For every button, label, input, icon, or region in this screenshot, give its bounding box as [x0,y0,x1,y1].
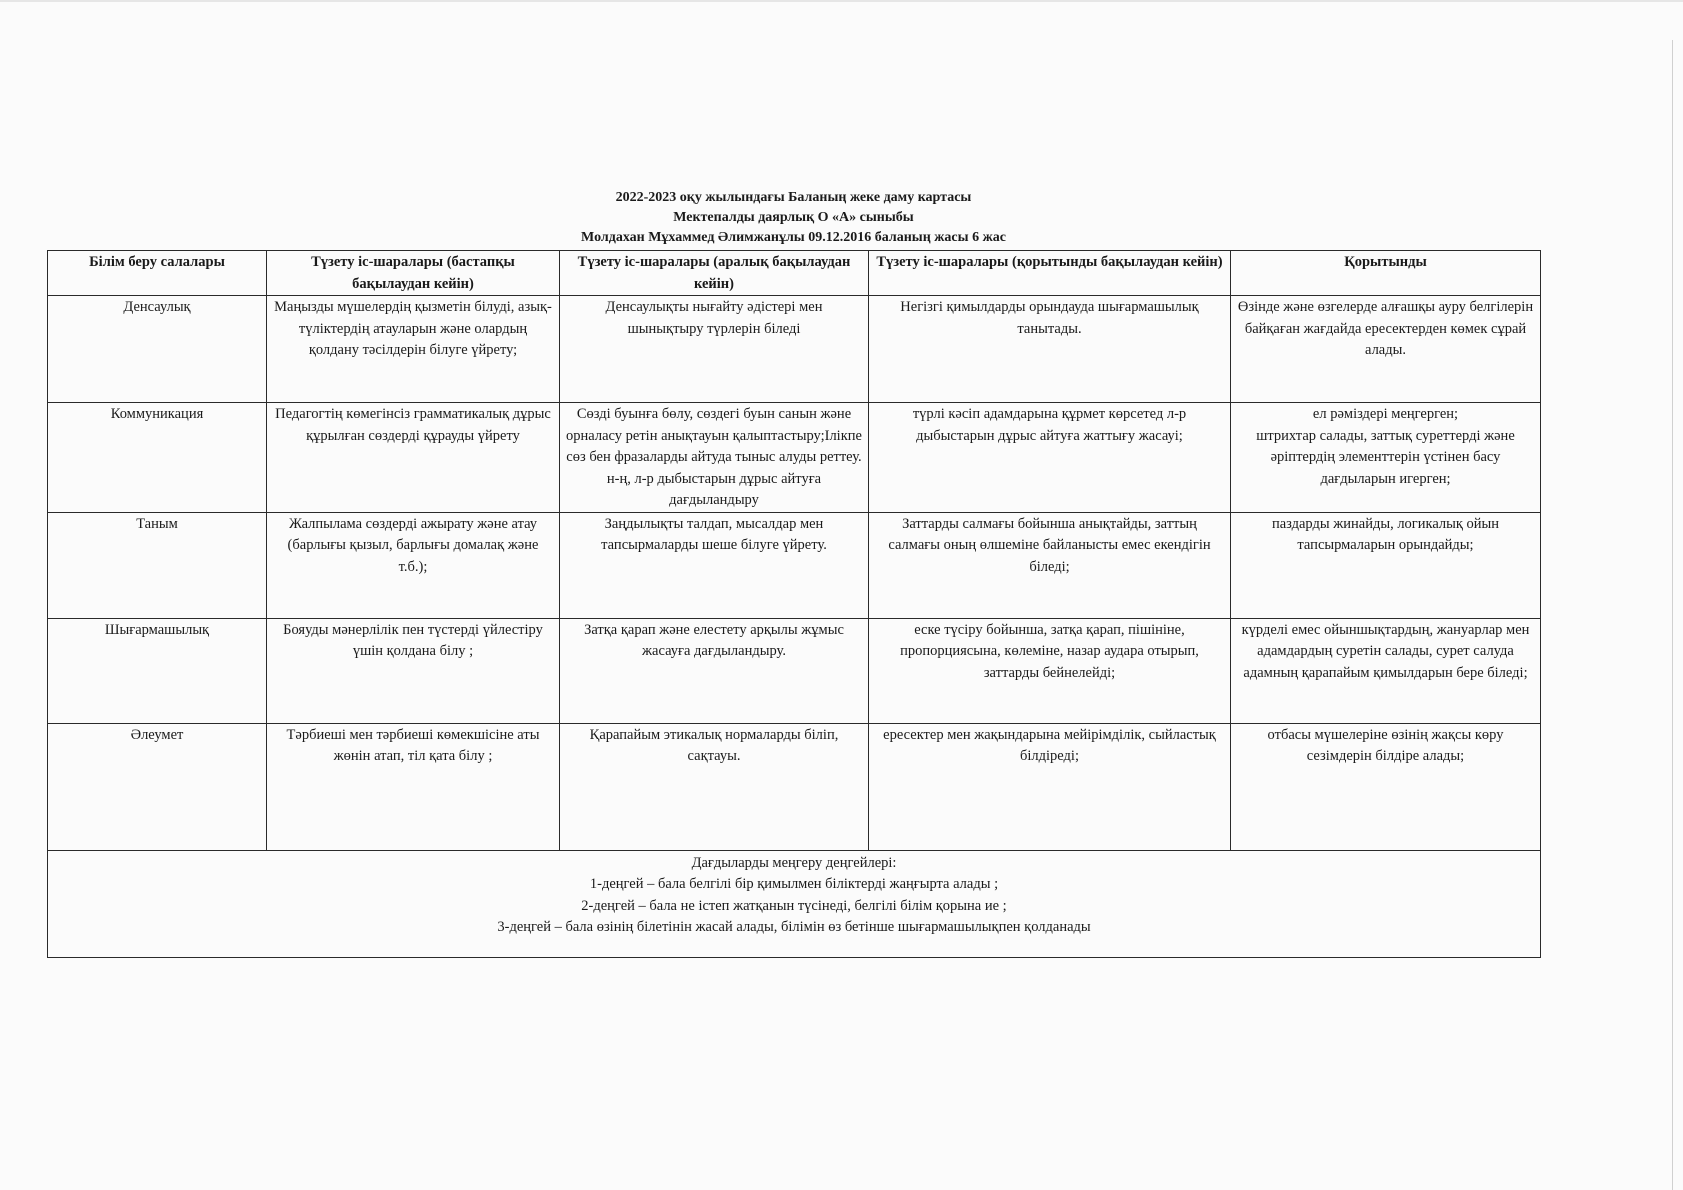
header-final-measures: Түзету іс-шаралары (қорытынды бақылаудан кейін) [869,251,1231,296]
legend-level-1: 1-деңгей – бала белгілі бір қимылмен біліктерді жаңғырта алады ; [589,876,999,892]
cell-initial: Маңызды мүшелердің қызметін білуді, азық-түліктердің атауларын және олардың қолдану тәсілдерін білуге үйрету; [267,296,560,403]
development-card-table [47,250,1541,958]
table-row [48,296,1541,403]
header-intermediate-measures: Түзету іс-шаралары (аралық бақылаудан кейін) [560,251,869,296]
table-row [48,723,1541,850]
cell-conclusion [1231,403,1541,513]
legend-level-3: 3-деңгей – бала өзінің білетінін жасай алады, білімін өз бетінше шығармашылықпен қолданады [497,919,1091,935]
cell-intermediate: Қарапайым этикалық нормаларды біліп, сақтауы. [560,723,869,850]
document-title: 2022-2023 оқу жылындағы Баланың жеке даму картасы [615,190,972,205]
cell-final: түрлі кәсіп адамдарына құрмет көрсетед л-р дыбыстарын дұрыс айтуға жаттығу жасауі; [869,403,1231,513]
header-conclusion: Қорытынды [1231,251,1541,296]
legend-level-2: 2-деңгей – бала не істеп жатқанын түсінеді, белгілі білім қорына ие ; [581,897,1007,914]
legend-title: Дағдыларды меңгеру деңгейлері: [691,854,897,871]
cell-intermediate: Денсаулықты нығайту әдістері мен шынықтыру түрлерін біледі [560,296,869,403]
header-education-area: Білім беру салалары [48,251,267,296]
cell-intermediate: Заңдылықты талдап, мысалдар мен тапсырмаларды шеше білуге үйрету. [560,512,869,618]
skill-levels-legend [48,850,1541,957]
cell-initial: Бояуды мәнерлілік пен түстерді үйлестіру үшін қолдана білу ; [267,618,560,723]
document-child-info: Молдахан Мұхаммед Әлимжанұлы 09.12.2016 баланың жасы 6 жас [581,230,1006,245]
cell-initial: Педагогтің көмегінсіз грамматикалық дұрыс құрылған сөздерді құрауды үйрету [267,403,560,513]
cell-final: ересектер мен жақындарына мейірімділік, сыйластық білдіреді; [869,723,1231,850]
cell-initial: Тәрбиеші мен тәрбиеші көмекшісіне аты жөнін атап, тіл қата білу ; [267,723,560,850]
cell-conclusion: паздарды жинайды, логикалық ойын тапсырмаларын орындайды; [1231,512,1541,618]
cell-conclusion: Өзінде және өзгелерде алғашқы ауру белгілерін байқаған жағдайда ересектерден көмек сұрай алады. [1231,296,1541,403]
cell-final: еске түсіру бойынша, затқа қарап, пішініне, пропорциясына, көлеміне, назар аудара отырып, заттарды бейнелейді; [869,618,1231,723]
scan-page-edge [1672,40,1673,1190]
cell-intermediate: Затқа қарап және елестету арқылы жұмыс жасауға дағдыландыру. [560,618,869,723]
cell-area: Коммуникация [48,403,267,513]
cell-final: Заттарды салмағы бойынша анықтайды, заттың салмағы оның өлшеміне байланысты емес екендігін біледі; [869,512,1231,618]
table-header-row [48,251,1541,296]
cell-final: Негізгі қимылдарды орындауда шығармашылық танытады. [869,296,1231,403]
cell-conclusion: отбасы мүшелеріне өзінің жақсы көру сезімдерін білдіре алады; [1231,723,1541,850]
table-row [48,512,1541,618]
cell-area: Әлеумет [48,723,267,850]
cell-intermediate: Сөзді буынға бөлу, сөздегі буын санын және орналасу ретін анықтауын қалыптастыру;Ілікпе сөз бен фразаларды айтуда тыныс алуды реттеу. н-ң, л-р дыбыстарын дұрыс айтуға дағдыландыру [560,403,869,513]
cell-area: Денсаулық [48,296,267,403]
document-title-block [47,188,1540,248]
conclusion-line: штрихтар салады, заттық суреттерді және әріптердің элементтерін үстінен басу дағдыларын игерген; [1256,427,1515,487]
cell-area: Таным [48,512,267,618]
document-class: Мектепалды даярлық О «А» сыныбы [673,210,914,225]
scan-top-edge [0,0,1683,2]
cell-initial: Жалпылама сөздерді ажырату және атау (барлығы қызыл, барлығы домалақ және т.б.); [267,512,560,618]
header-initial-measures: Түзету іс-шаралары (бастапқы бақылаудан кейін) [267,251,560,296]
skill-levels-legend-row [48,850,1541,957]
table-row [48,403,1541,513]
conclusion-line: ел рәміздері меңгерген; [1312,406,1459,422]
cell-conclusion: күрделі емес ойыншықтардың, жануарлар мен адамдардың суретін салады, сурет салуда адамның қарапайым қимылдарын бере біледі; [1231,618,1541,723]
table-row [48,618,1541,723]
cell-area: Шығармашылық [48,618,267,723]
